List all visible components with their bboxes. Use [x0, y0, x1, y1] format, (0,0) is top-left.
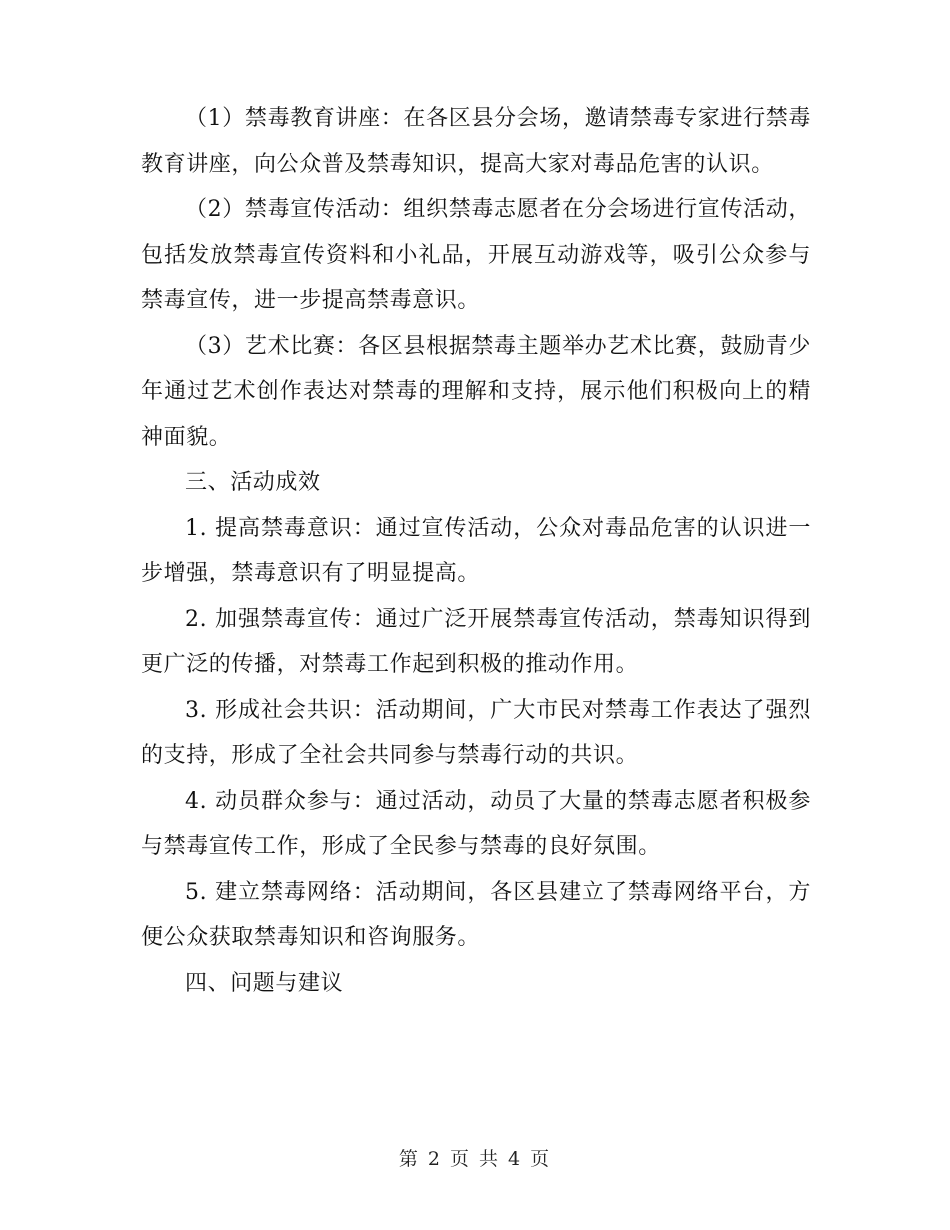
paragraph-publicity: （2）禁毒宣传活动：组织禁毒志愿者在分会场进行宣传活动，包括发放禁毒宣传资料和小礼品，开展互动游戏等，吸引公众参与禁毒宣传，进一步提高禁毒意识。	[141, 197, 811, 313]
paragraph-lecture: （1）禁毒教育讲座：在各区县分会场，邀请禁毒专家进行禁毒教育讲座，向公众普及禁毒知识，提高大家对毒品危害的认识。	[141, 106, 811, 177]
paragraph-art-contest: （3）艺术比赛：各区县根据禁毒主题举办艺术比赛，鼓励青少年通过艺术创作表达对禁毒的理解和支持，展示他们积极向上的精神面貌。	[141, 333, 811, 450]
result-item-publicity: 2. 加强禁毒宣传：通过广泛开展禁毒宣传活动，禁毒知识得到更广泛的传播，对禁毒工作起到积极的推动作用。	[141, 606, 811, 677]
page-number: 第 2 页 共 4 页	[398, 1148, 552, 1170]
document-body	[141, 96, 811, 1006]
page-footer	[0, 1146, 950, 1172]
section-heading-results: 三、活动成效	[185, 470, 321, 495]
result-item-consensus: 3. 形成社会共识：活动期间，广大市民对禁毒工作表达了强烈的支持，形成了全社会共同参与禁毒行动的共识。	[141, 697, 811, 768]
result-item-network: 5. 建立禁毒网络：活动期间，各区县建立了禁毒网络平台，方便公众获取禁毒知识和咨询服务。	[141, 879, 811, 950]
section-heading-issues: 四、问题与建议	[185, 970, 344, 996]
result-item-mobilization: 4. 动员群众参与：通过活动，动员了大量的禁毒志愿者积极参与禁毒宣传工作，形成了全民参与禁毒的良好氛围。	[141, 788, 811, 859]
result-item-awareness: 1. 提高禁毒意识：通过宣传活动，公众对毒品危害的认识进一步增强，禁毒意识有了明显提高。	[141, 515, 811, 586]
